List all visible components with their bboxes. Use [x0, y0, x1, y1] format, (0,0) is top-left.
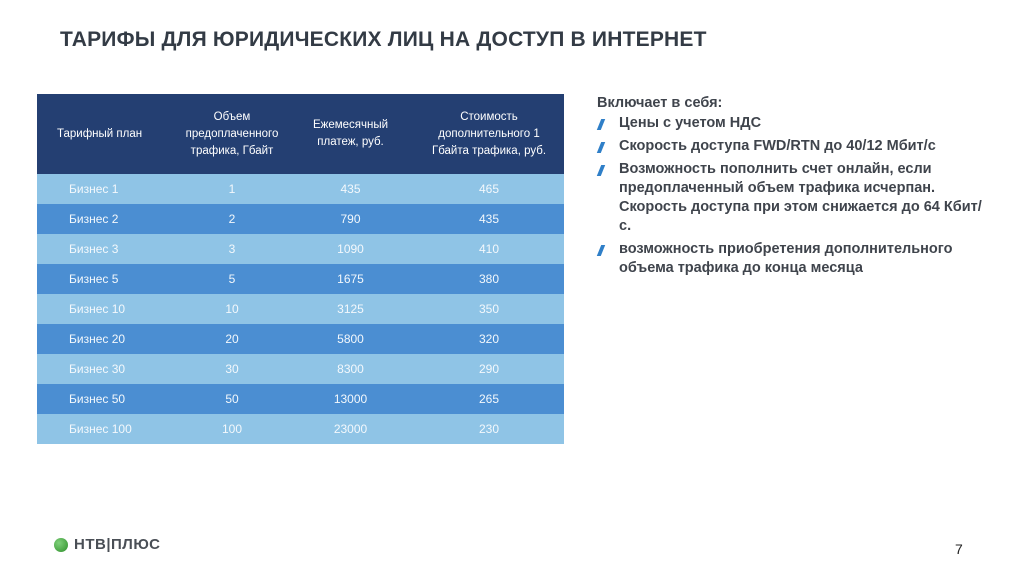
list-item — [597, 114, 987, 133]
table-row — [37, 384, 564, 414]
green-dot-icon — [54, 538, 68, 552]
list-item-text: Скорость доступа FWD/RTN до 40/12 Мбит/с — [619, 138, 936, 154]
cell-extra-price: 380 — [414, 264, 564, 294]
cell-plan: Бизнес 3 — [37, 234, 177, 264]
includes-panel — [597, 94, 987, 282]
tariff-table-container — [37, 94, 564, 443]
table-row — [37, 264, 564, 294]
cell-traffic: 10 — [177, 294, 287, 324]
cell-payment: 13000 — [287, 384, 414, 414]
list-item-text: Цены с учетом НДС — [619, 115, 762, 131]
cell-traffic: 2 — [177, 204, 287, 234]
cell-traffic: 30 — [177, 354, 287, 384]
cell-payment: 23000 — [287, 414, 414, 444]
bullet-slash-icon — [597, 245, 605, 256]
table-row — [37, 294, 564, 324]
includes-list — [597, 114, 987, 278]
cell-payment: 790 — [287, 204, 414, 234]
cell-extra-price: 465 — [414, 174, 564, 204]
cell-traffic: 50 — [177, 384, 287, 414]
table-row — [37, 174, 564, 204]
list-item — [597, 137, 987, 156]
cell-extra-price: 290 — [414, 354, 564, 384]
tariff-table — [37, 94, 564, 444]
bullet-slash-icon — [597, 119, 605, 130]
header-traffic: Объем предоплаченного трафика, Гбайт — [177, 94, 287, 174]
logo-text: НТВ|ПЛЮС — [74, 536, 161, 553]
bullet-slash-icon — [597, 142, 605, 153]
table-row — [37, 324, 564, 354]
table-header-row — [37, 94, 564, 174]
includes-heading: Включает в себя: — [597, 95, 723, 111]
cell-plan: Бизнес 1 — [37, 174, 177, 204]
header-extra-gb-price: Стоимость дополнительного 1 Гбайта трафика, руб. — [414, 94, 564, 174]
list-item — [597, 240, 987, 278]
table-row — [37, 204, 564, 234]
cell-payment: 435 — [287, 174, 414, 204]
table-row — [37, 354, 564, 384]
cell-plan: Бизнес 100 — [37, 414, 177, 444]
cell-traffic: 1 — [177, 174, 287, 204]
cell-traffic: 3 — [177, 234, 287, 264]
cell-extra-price: 265 — [414, 384, 564, 414]
cell-payment: 1090 — [287, 234, 414, 264]
cell-payment: 3125 — [287, 294, 414, 324]
cell-extra-price: 230 — [414, 414, 564, 444]
company-logo — [54, 536, 160, 553]
list-item-text: Возможность пополнить счет онлайн, если предоплаченный объем трафика исчерпан. Скорость доступа при этом снижается до 64 Кбит/с. — [619, 161, 982, 234]
cell-payment: 5800 — [287, 324, 414, 354]
list-item — [597, 160, 987, 236]
cell-plan: Бизнес 2 — [37, 204, 177, 234]
cell-plan: Бизнес 10 — [37, 294, 177, 324]
cell-extra-price: 410 — [414, 234, 564, 264]
cell-extra-price: 350 — [414, 294, 564, 324]
cell-traffic: 5 — [177, 264, 287, 294]
cell-payment: 1675 — [287, 264, 414, 294]
table-row — [37, 234, 564, 264]
cell-plan: Бизнес 30 — [37, 354, 177, 384]
cell-plan: Бизнес 50 — [37, 384, 177, 414]
list-item-text: возможность приобретения дополнительного объема трафика до конца месяца — [619, 241, 953, 276]
cell-traffic: 20 — [177, 324, 287, 354]
cell-traffic: 100 — [177, 414, 287, 444]
page-number: 7 — [955, 541, 963, 557]
bullet-slash-icon — [597, 165, 605, 176]
table-row — [37, 414, 564, 444]
slide-title: ТАРИФЫ ДЛЯ ЮРИДИЧЕСКИХ ЛИЦ НА ДОСТУП В ИНТЕРНЕТ — [60, 28, 707, 51]
header-plan: Тарифный план — [37, 94, 177, 174]
cell-extra-price: 435 — [414, 204, 564, 234]
cell-plan: Бизнес 5 — [37, 264, 177, 294]
cell-payment: 8300 — [287, 354, 414, 384]
cell-extra-price: 320 — [414, 324, 564, 354]
header-monthly-payment: Ежемесячный платеж, руб. — [287, 94, 414, 174]
cell-plan: Бизнес 20 — [37, 324, 177, 354]
